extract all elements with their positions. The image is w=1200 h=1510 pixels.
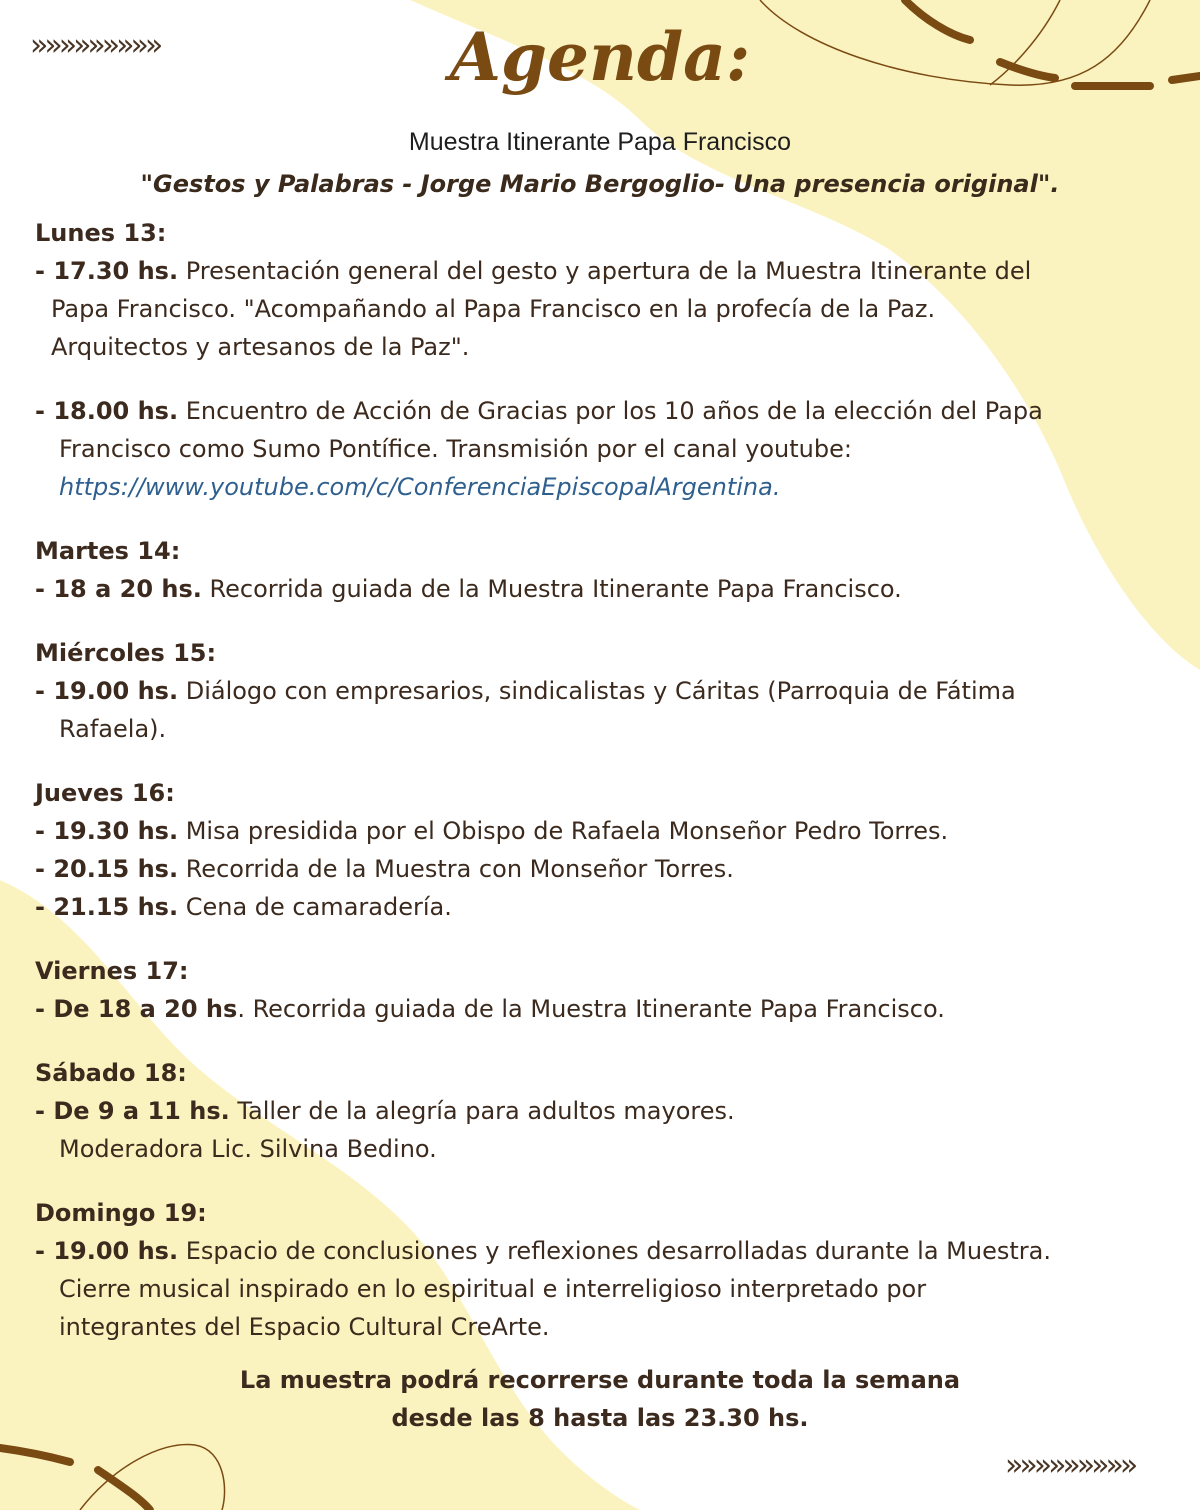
- day-heading-domingo: Domingo 19:: [35, 1199, 207, 1227]
- item-time: - 17.30 hs.: [35, 257, 179, 285]
- item-time: - De 18 a 20 hs: [35, 995, 238, 1023]
- agenda-item: [35, 252, 1031, 290]
- item-text: Taller de la alegría para adultos mayores.: [229, 1097, 735, 1125]
- item-text: Espacio de conclusiones y reflexiones desarrolladas durante la Muestra.: [178, 1237, 1051, 1265]
- agenda-item: [35, 672, 1016, 710]
- agenda-item: [35, 570, 902, 608]
- item-time: - 21.15 hs.: [35, 893, 179, 921]
- item-text: Recorrida guiada de la Muestra Itinerante Papa Francisco.: [201, 575, 902, 603]
- item-text-cont: Francisco como Sumo Pontífice. Transmisión por el canal youtube:: [59, 435, 852, 463]
- chevrons-top-left: »»»»»»»»»: [30, 28, 160, 63]
- agenda-item: [35, 850, 734, 888]
- item-text: Recorrida de la Muestra con Monseñor Torres.: [178, 855, 734, 883]
- item-time: - 19.30 hs.: [35, 817, 179, 845]
- footer-note-line1: La muestra podrá recorrerse durante toda la semana: [239, 1366, 961, 1394]
- item-text: Misa presidida por el Obispo de Rafaela Monseñor Pedro Torres.: [178, 817, 949, 845]
- footer-note-line2: desde las 8 hasta las 23.30 hs.: [391, 1404, 809, 1432]
- agenda-link-line: [59, 468, 780, 506]
- subtitle: Muestra Itinerante Papa Francisco: [408, 128, 792, 156]
- day-heading-lunes: Lunes 13:: [35, 219, 167, 247]
- item-text-cont: Rafaela).: [59, 715, 167, 743]
- item-text: . Recorrida guiada de la Muestra Itinerante Papa Francisco.: [237, 995, 945, 1023]
- item-time: - 19.00 hs.: [35, 677, 179, 705]
- agenda-item: [35, 990, 945, 1028]
- item-time: - 18.00 hs.: [35, 397, 179, 425]
- item-text-cont: Moderadora Lic. Silvina Bedino.: [59, 1135, 437, 1163]
- day-heading-viernes: Viernes 17:: [35, 957, 189, 985]
- item-time: - 18 a 20 hs.: [35, 575, 202, 603]
- agenda-item: [35, 1092, 735, 1130]
- link-period: .: [772, 473, 781, 501]
- day-heading-sabado: Sábado 18:: [35, 1059, 187, 1087]
- chevrons-bottom-right: »»»»»»»»»: [1005, 1448, 1135, 1483]
- agenda-item: [35, 1232, 1051, 1270]
- item-text: Cena de camaradería.: [178, 893, 452, 921]
- item-text-cont: integrantes del Espacio Cultural CreArte.: [59, 1313, 550, 1341]
- item-text: Presentación general del gesto y apertura de la Muestra Itinerante del: [178, 257, 1032, 285]
- day-heading-miercoles: Miércoles 15:: [35, 639, 217, 667]
- youtube-link[interactable]: https://www.youtube.com/c/ConferenciaEpiscopalArgentina: [59, 473, 773, 501]
- item-time: - 20.15 hs.: [35, 855, 179, 883]
- item-text-cont: Papa Francisco. "Acompañando al Papa Francisco en la profecía de la Paz.: [51, 295, 936, 323]
- agenda-item: [35, 812, 948, 850]
- item-time: - De 9 a 11 hs.: [35, 1097, 230, 1125]
- agenda-item: [35, 888, 452, 926]
- day-heading-martes: Martes 14:: [35, 537, 181, 565]
- item-text: Encuentro de Acción de Gracias por los 10 años de la elección del Papa: [178, 397, 1043, 425]
- item-text-cont: Arquitectos y artesanos de la Paz".: [51, 333, 470, 361]
- day-heading-jueves: Jueves 16:: [35, 779, 175, 807]
- exhibit-quote: "Gestos y Palabras - Jorge Mario Bergoglio- Una presencia original".: [140, 170, 1060, 198]
- agenda-item: [35, 392, 1043, 430]
- page-title: Agenda:: [449, 18, 751, 96]
- item-text: Diálogo con empresarios, sindicalistas y Cáritas (Parroquia de Fátima: [178, 677, 1016, 705]
- item-text-cont: Cierre musical inspirado en lo espiritual e interreligioso interpretado por: [59, 1275, 927, 1303]
- item-time: - 19.00 hs.: [35, 1237, 179, 1265]
